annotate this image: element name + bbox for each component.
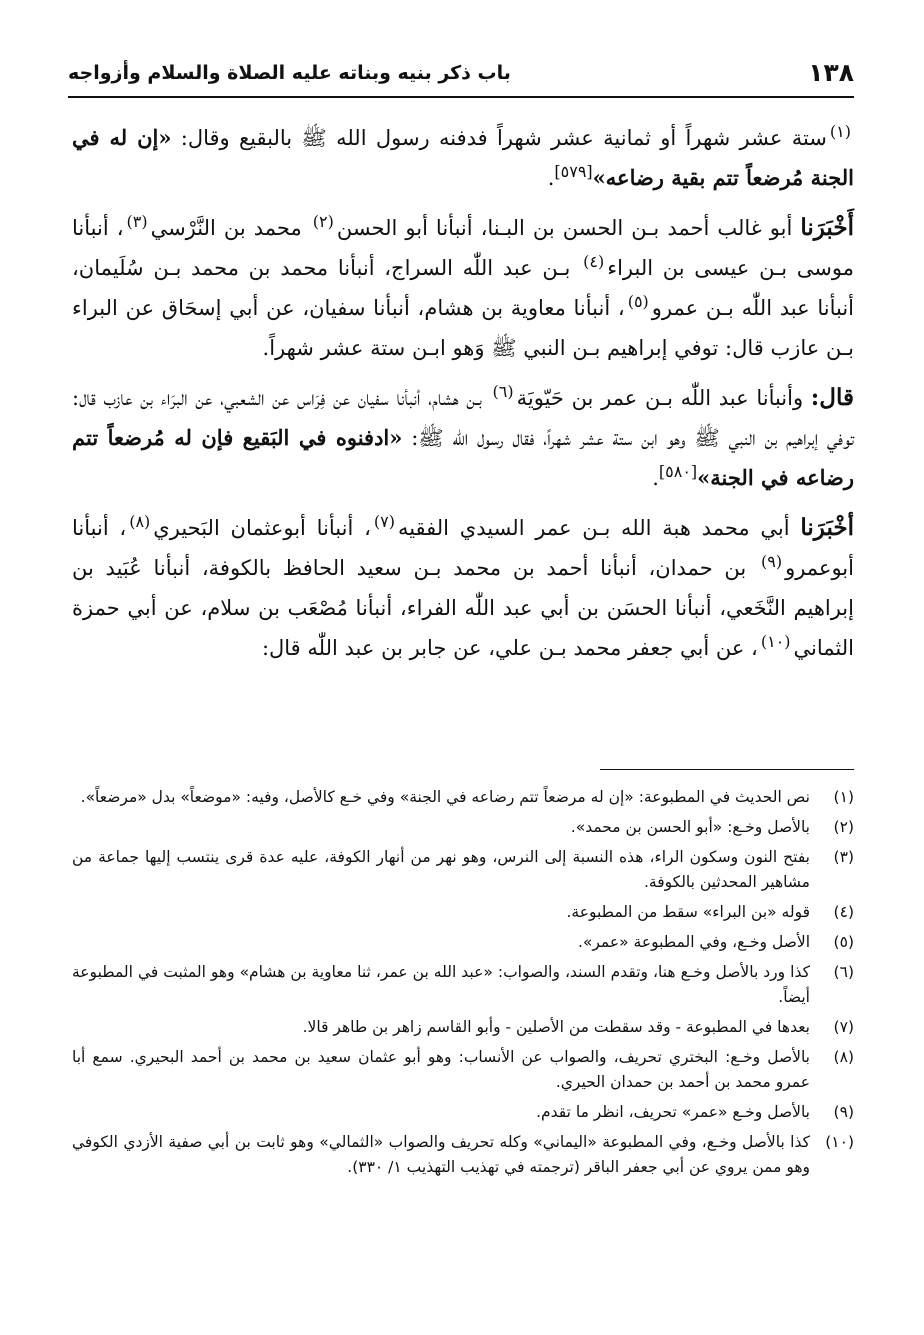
paragraph-3-text-2: بـن هشام، أنبأنا سفيان عن فِرَاس عن الشعبي، عن البرَاء بن عازب قال: توفي إبراهيم بن النبي ﷺ وهو ابن ستة عشر شهراً، فقال رسول الله ﷺ: bbox=[72, 386, 854, 450]
footnote-number: (٩) bbox=[833, 1103, 854, 1121]
footnote-text: بالأصل وخـع «عمر» تحريف، انظر ما تقدم. bbox=[536, 1103, 810, 1121]
footnotes bbox=[72, 785, 854, 1185]
footnote-number: (١٠) bbox=[825, 1133, 854, 1151]
footnote-number: (٧) bbox=[833, 1018, 854, 1036]
footnote-3 bbox=[72, 845, 854, 895]
paragraph-2-text-5: ، أنبأنا معاوية بن هشام، أنبأنا سفيان، عن أبي إسحَاق عن البراء بـن عازب قال: توفي إبراهيم بـن النبي ﷺ وَهو ابـن ستة عشر شهراً. bbox=[72, 296, 854, 360]
paragraph-1 bbox=[72, 118, 854, 198]
footnote-ref-7[interactable]: (٧) bbox=[373, 512, 395, 531]
paragraph-2-text-1: أبو غالب أحمد بـن الحسن بن البـنا، أنبأنا أبو الحسن bbox=[336, 216, 801, 240]
footnote-number: (٣) bbox=[833, 848, 854, 866]
footnote-ref-4[interactable]: (٤) bbox=[583, 252, 605, 271]
paragraph-2-text-2: محمد بن النَّرْسي bbox=[150, 216, 310, 240]
footnote-separator bbox=[600, 769, 854, 770]
footnote-7 bbox=[72, 1015, 854, 1040]
footnote-text: نص الحديث في المطبوعة: «إن له مرضعاً تتم رضاعه في الجنة» وفي خـع كالأصل، وفيه: «موضعاً» بدل «مرضعاً». bbox=[80, 788, 810, 806]
paragraph-1-end: . bbox=[547, 166, 555, 190]
footnote-ref-3[interactable]: (٣) bbox=[126, 212, 148, 231]
footnote-ref-1[interactable]: (١) bbox=[829, 122, 851, 141]
main-text bbox=[72, 118, 854, 678]
footnote-ref-2[interactable]: (٢) bbox=[312, 212, 334, 231]
paragraph-3-lead: قال: bbox=[810, 384, 855, 411]
footnote-ref-5[interactable]: (٥) bbox=[627, 292, 649, 311]
running-title: باب ذكر بنيه وبناته عليه الصلاة والسلام وأزواجه bbox=[68, 62, 511, 84]
hadith-quote-1: «إن له في الجنة مُرضعاً تتم بقية رضاعه» bbox=[72, 125, 854, 190]
footnote-number: (٥) bbox=[833, 933, 854, 951]
paragraph-2-text-4: بـن عبد اللّٰه السراج، أنبأنا محمد بن محمد بـن سُلَيمان، أنبأنا عبد اللّٰه بـن عمرو bbox=[72, 256, 855, 320]
footnote-text: بالأصل وخـع: «أبو الحسن بن محمد». bbox=[570, 818, 810, 836]
footnote-9 bbox=[72, 1100, 854, 1125]
paragraph-4-text-3: ، أنبأنا أبوعمرو bbox=[72, 516, 854, 580]
footnote-ref-6[interactable]: (٦) bbox=[492, 382, 514, 401]
paragraph-1-text: ستة عشر شهراً أو ثمانية عشر شهراً فدفنه رسول الله ﷺ بالبقيع وقال: bbox=[171, 126, 827, 150]
footnote-8 bbox=[72, 1045, 854, 1095]
paragraph-4-text-2: ، أنبأنا أبوعثمان البَحيري bbox=[153, 516, 371, 540]
footnote-number: (٨) bbox=[833, 1048, 854, 1066]
footnote-5 bbox=[72, 930, 854, 955]
footnote-number: (٢) bbox=[833, 818, 854, 836]
footnote-4 bbox=[72, 900, 854, 925]
footnote-number: (٤) bbox=[833, 903, 854, 921]
hadith-number-580: [٥٨٠] bbox=[658, 462, 698, 481]
running-header bbox=[68, 56, 854, 98]
footnote-1 bbox=[72, 785, 854, 810]
footnote-text: كذا ورد بالأصل وخـع هنا، وتقدم السند، والصواب: «عبد الله بن عمر، ثنا معاوية بن هشام» وهو المثبت في المطبوعة أيضاً. bbox=[72, 963, 810, 1006]
footnote-text: الأصل وخـع، وفي المطبوعة «عمر». bbox=[577, 933, 810, 951]
footnote-text: كذا بالأصل وخـع، وفي المطبوعة «اليماني» وكله تحريف والصواب «الثمالي» وهو ثابت بن أبي صفية الأزدي الكوفي وهو ممن يروي عن أبي جعفر الباقر (ترجمته في تهذيب التهذيب ١/ ٣٣٠). bbox=[72, 1133, 810, 1176]
footnote-text: قوله «بن البراء» سقط من المطبوعة. bbox=[566, 903, 810, 921]
paragraph-2-text-3: ، أنبأنا موسى بـن عيسى بن البراء bbox=[72, 216, 854, 280]
footnote-ref-9[interactable]: (٩) bbox=[760, 552, 783, 571]
paragraph-2-lead: أَخْبَرَنا bbox=[800, 214, 854, 241]
page-number: ١٣٨ bbox=[808, 58, 854, 87]
footnote-number: (١) bbox=[833, 788, 854, 806]
paragraph-3-text-1: وأنبأنا عبد اللّٰه بـن عمر بن حَيّويَة bbox=[516, 386, 811, 410]
footnote-10 bbox=[72, 1130, 854, 1180]
footnote-number: (٦) bbox=[833, 963, 854, 981]
hadith-quote-2: «ادفنوه في البَقيع فإن له مُرضعاً تتم رضاعه في الجنة» bbox=[72, 425, 854, 490]
paragraph-4 bbox=[72, 508, 854, 668]
paragraph-4-lead: أخْبَرَنا bbox=[800, 514, 854, 541]
paragraph-3 bbox=[72, 378, 854, 498]
paragraph-2 bbox=[72, 208, 854, 368]
paragraph-4-text-1: أبي محمد هبة الله بـن عمر السيدي الفقيه bbox=[397, 516, 801, 540]
footnote-ref-8[interactable]: (٨) bbox=[129, 512, 151, 531]
footnote-text: بفتح النون وسكون الراء، هذه النسبة إلى النرس، وهو نهر من أنهار الكوفة، عليه عدة قرى ينتسب إليها جماعة من مشاهير المحدثين بالكوفة. bbox=[72, 848, 810, 891]
footnote-6 bbox=[72, 960, 854, 1010]
footnote-2 bbox=[72, 815, 854, 840]
hadith-number-579: [٥٧٩] bbox=[554, 162, 593, 181]
footnote-ref-10[interactable]: (١٠) bbox=[760, 632, 791, 651]
paragraph-4-text-5: ، عن أبي جعفر محمد بـن علي، عن جابر بن عبد اللّٰه قال: bbox=[261, 636, 758, 660]
paragraph-3-end: . bbox=[652, 466, 659, 490]
paragraph-4-text-4: بن حمدان، أنبأنا أحمد بن محمد بـن سعيد الحافظ بالكوفة، أنبأنا عُبَيد بن إبراهيم النَّخَعي، أنبأنا الحسَن بن أبي عبد اللّٰه الفراء، أنبأنا مُصْعَب بن سلام، عن أبي حمزة الثماني bbox=[72, 556, 854, 660]
footnote-text: بالأصل وخـع: البختري تحريف، والصواب عن الأنساب: وهو أبو عثمان سعيد بن محمد بن أحمد البحيري. سمع أبا عمرو محمد بن أحمد بن حمدان الحيري. bbox=[72, 1048, 810, 1091]
footnote-text: بعدها في المطبوعة - وقد سقطت من الأصلين - وأبو القاسم زاهر بن طاهر قالا. bbox=[302, 1018, 810, 1036]
